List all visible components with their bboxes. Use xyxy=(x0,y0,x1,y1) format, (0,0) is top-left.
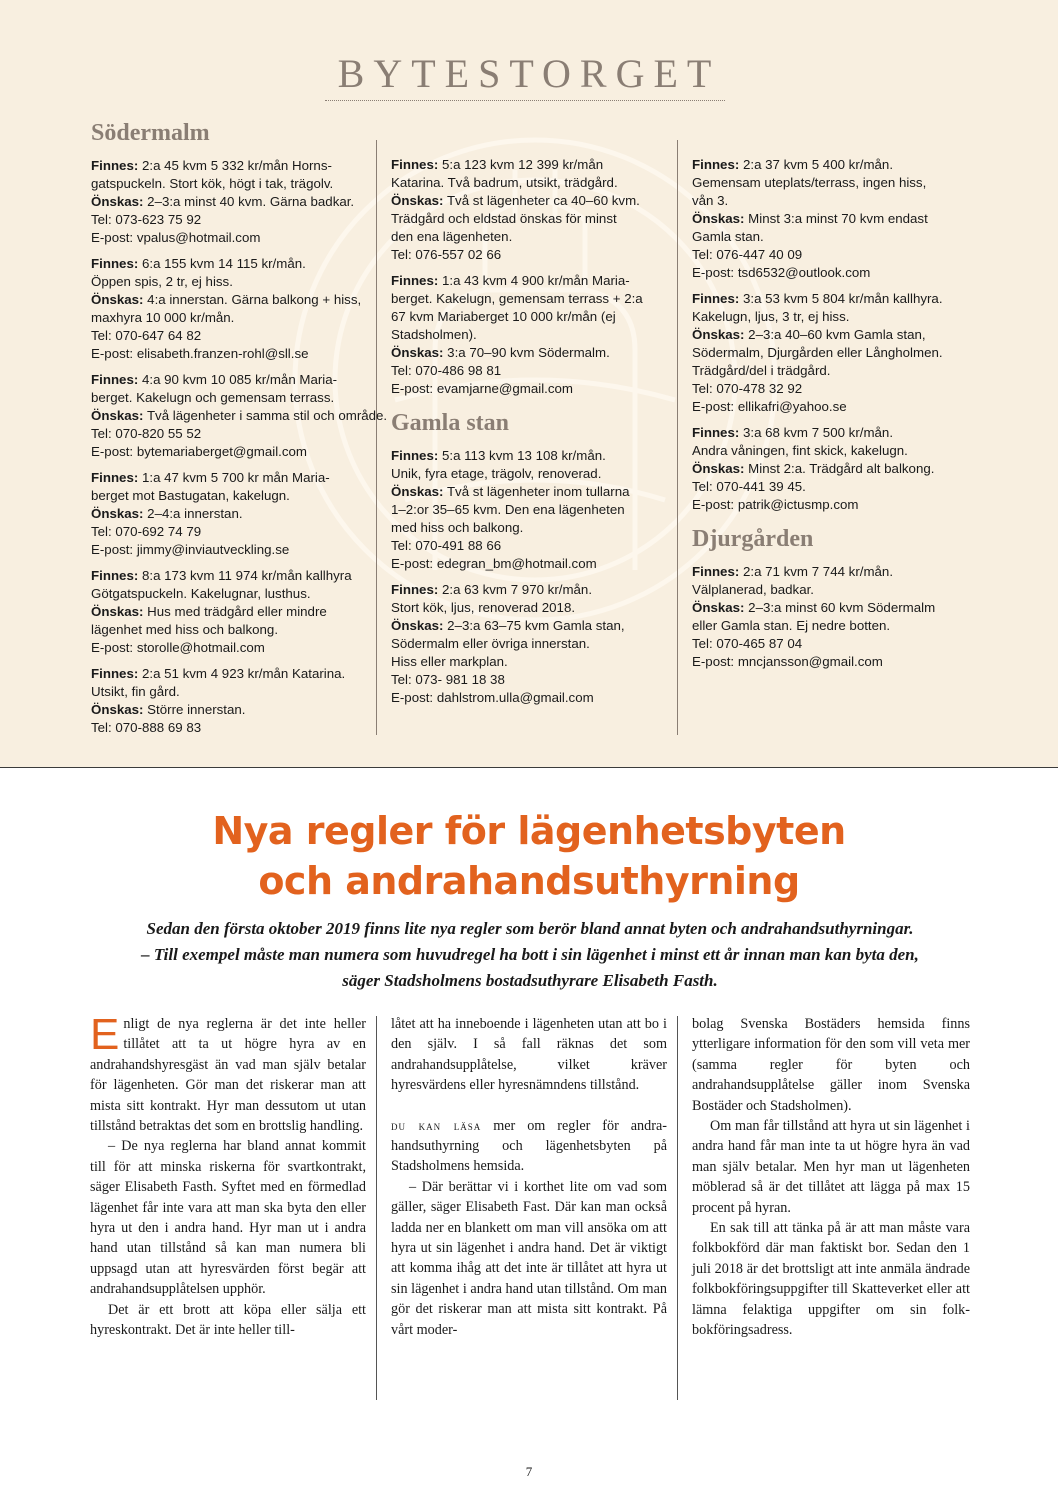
listing-line xyxy=(91,291,366,309)
listing-text: Tel: 070-888 69 83 xyxy=(91,720,202,735)
listing-ad xyxy=(91,469,366,559)
listing-text: 2:a 37 kvm 5 400 kr/mån. xyxy=(739,157,894,172)
listing-text: E-post: vpalus@hotmail.com xyxy=(91,230,261,245)
listing-line xyxy=(91,273,366,291)
article-paragraph: Om man får tillstånd att hyra ut sin lägenhet i andra hand får man inte ta ut högre hyra än vad man själv betalar. Men hyr man ut lägenheten möblerad så är det tillåtet att lägga på max 15 procent på hyran. xyxy=(692,1118,970,1216)
listing-line xyxy=(692,635,962,653)
listing-line xyxy=(91,541,366,559)
listing-text: lägenhet med hiss och balkong. xyxy=(91,622,279,637)
listing-line xyxy=(91,345,366,363)
drop-cap: E xyxy=(90,1010,120,1059)
listing-text: Tel: 070-441 39 45. xyxy=(692,479,806,494)
listing-line xyxy=(391,290,666,308)
listing-line xyxy=(391,653,666,671)
listing-text: Minst 2:a. Trädgård alt balkong. xyxy=(744,461,935,476)
listing-ad xyxy=(692,156,962,282)
column-divider xyxy=(677,140,678,735)
listing-line xyxy=(391,174,666,192)
listing-text: 67 kvm Mariaberget 10 000 kr/mån (ej xyxy=(391,309,616,324)
listing-text: Andra våningen, fint skick, kakelugn. xyxy=(692,443,908,458)
article-paragraph: låtet att ha inneboende i lägenheten utan att bo i den själv. I så fall räknas det som andrahandsupplåtelse, vilket kräver hyresvärdens eller hyresnämndens tillstånd. xyxy=(391,1016,667,1094)
listing-text: 1:a 47 kvm 5 700 kr mån Maria- xyxy=(138,470,330,485)
listing-text: gatspuckeln. Stort kök, högt i tak, trägolv. xyxy=(91,176,334,191)
listing-label: Finnes: xyxy=(391,448,439,463)
listing-text: Välplanerad, badkar. xyxy=(692,582,814,597)
listing-text: Södermalm eller övriga innerstan. xyxy=(391,636,590,651)
listing-line xyxy=(692,362,962,380)
classifieds-column-3 xyxy=(692,118,962,679)
listing-line xyxy=(91,157,366,175)
listing-line xyxy=(692,156,962,174)
listing-text: Hus med trädgård eller mindre xyxy=(143,604,327,619)
listing-line xyxy=(391,483,666,501)
listing-label: Finnes: xyxy=(692,425,740,440)
listing-label: Önskas: xyxy=(91,194,144,209)
headline-line: och andrahandsuthyrning xyxy=(258,859,800,903)
listing-text: Minst 3:a minst 70 kvm endast xyxy=(744,211,928,226)
listing-text: 2:a 63 kvm 7 970 kr/mån. xyxy=(438,582,593,597)
listing-line xyxy=(391,465,666,483)
listing-line xyxy=(91,639,366,657)
listing-text: Större innerstan. xyxy=(143,702,246,717)
listing-line xyxy=(692,290,962,308)
listing-ad xyxy=(391,272,666,398)
listing-line xyxy=(692,424,962,442)
listing-label: Finnes: xyxy=(91,158,139,173)
listing-text: Kakelugn, ljus, 3 tr, ej hiss. xyxy=(692,309,850,324)
listing-line xyxy=(91,193,366,211)
listing-line xyxy=(692,308,962,326)
listing-label: Finnes: xyxy=(91,256,139,271)
listing-text: 2–3:a 63–75 kvm Gamla stan, xyxy=(443,618,625,633)
listing-text: Tel: 070-486 98 81 xyxy=(391,363,502,378)
listing-line xyxy=(391,635,666,653)
listing-line xyxy=(391,156,666,174)
listing-label: Finnes: xyxy=(91,568,139,583)
listing-line xyxy=(91,585,366,603)
listing-line xyxy=(91,683,366,701)
article-paragraph: – De nya reglerna har bland annat kommit till för att minska riskerna för svartkontrakt, säger Elisabeth Fasth. Syftet med en förmedlad lägenhet får inte vara att man ska byta den eller hyra ut den i andra hand. Hyr man ut i andra hand utan tillstånd så kan man numera bli uppsagd utan att hyresvärden först begär att andrahandsupplåtelsen upphör. xyxy=(90,1138,366,1298)
listing-line xyxy=(91,371,366,389)
article-column-2 xyxy=(391,1014,667,1340)
area-heading: Gamla stan xyxy=(391,410,510,436)
listing-text: Katarina. Två badrum, utsikt, trädgård. xyxy=(391,175,618,190)
listing-text: Två lägenheter i samma stil och område. xyxy=(143,408,388,423)
listing-line xyxy=(692,563,962,581)
article-paragraph: bolag Svenska Bostäders hemsida finns ytterligare information för den som vill veta mer (samma regler för byten och andrahandsupplåtelse gäller inom Svenska Bostäder och Stadsholmen). xyxy=(692,1016,970,1114)
listing-text: Tel: 070-820 55 52 xyxy=(91,426,202,441)
listing-text: den ena lägenheten. xyxy=(391,229,513,244)
listing-text: E-post: edegran_bm@hotmail.com xyxy=(391,556,597,571)
listing-label: Önskas: xyxy=(692,327,745,342)
listing-text: 3:a 70–90 kvm Södermalm. xyxy=(443,345,610,360)
listing-text: berget. Kakelugn, gemensam terrass + 2:a xyxy=(391,291,643,306)
listing-text: 6:a 155 kvm 14 115 kr/mån. xyxy=(138,256,306,271)
listing-text: Tel: 070-491 88 66 xyxy=(391,538,502,553)
listing-text: 8:a 173 kvm 11 974 kr/mån kallhyra xyxy=(138,568,352,583)
listing-line xyxy=(391,617,666,635)
listing-label: Önskas: xyxy=(91,702,144,717)
masthead-divider xyxy=(325,100,725,101)
listing-line xyxy=(91,603,366,621)
listing-text: E-post: elisabeth.franzen-rohl@sll.se xyxy=(91,346,309,361)
listing-ad xyxy=(391,581,666,707)
listing-line xyxy=(692,326,962,344)
listing-line xyxy=(91,621,366,639)
listing-line xyxy=(391,362,666,380)
listing-text: E-post: evamjarne@gmail.com xyxy=(391,381,573,396)
masthead-title: BYTESTORGET xyxy=(337,51,721,96)
listing-ad xyxy=(391,156,666,264)
listing-line xyxy=(391,519,666,537)
listing-label: Finnes: xyxy=(391,582,439,597)
article-column-1 xyxy=(90,1010,366,1341)
listing-text: 5:a 123 kvm 12 399 kr/mån xyxy=(438,157,604,172)
listing-line xyxy=(91,701,366,719)
listing-text: E-post: bytemariaberget@gmail.com xyxy=(91,444,307,459)
listing-text: 2–3:a 40–60 kvm Gamla stan, xyxy=(744,327,926,342)
article-paragraph: En sak till att tänka på är att man måste vara folkbokförd där man faktiskt bor. Sedan den 1 juli 2018 är det brottsligt att inte anmäla ändrade folkbokföringsuppgifter till Skatteverket eller att lämna felaktiga uppgifter om sin folkbokföringsadress. xyxy=(692,1220,970,1339)
listing-text: 2–3:a minst 60 kvm Södermalm xyxy=(744,600,936,615)
classifieds-column-1 xyxy=(91,118,388,745)
listing-text: E-post: ellikafri@yahoo.se xyxy=(692,399,847,414)
listing-line xyxy=(391,228,666,246)
listing-text: med hiss och balkong. xyxy=(391,520,524,535)
listing-line xyxy=(391,326,666,344)
listing-line xyxy=(91,505,366,523)
page-number: 7 xyxy=(525,1464,533,1479)
listing-text: 4:a innerstan. Gärna balkong + hiss, xyxy=(143,292,362,307)
listing-label: Önskas: xyxy=(391,618,444,633)
listing-text: Trädgård/del i trädgård. xyxy=(692,363,831,378)
listing-text: Utsikt, fin gård. xyxy=(91,684,180,699)
listing-line xyxy=(391,537,666,555)
paragraph-text: mer om regler för andrahandsuthyrning och lägenhetsbyten på Stadsholmens hemsida. xyxy=(391,1117,667,1175)
listing-ad xyxy=(91,371,388,461)
listing-line xyxy=(692,460,962,478)
listing-text: Trädgård och eldstad önskas för minst xyxy=(391,211,617,226)
listing-line xyxy=(692,380,962,398)
listing-label: Finnes: xyxy=(391,273,439,288)
listing-text: Tel: 070-647 64 82 xyxy=(91,328,202,343)
listing-label: Önskas: xyxy=(91,506,144,521)
headline-line: Nya regler för lägenhetsbyten xyxy=(212,809,846,853)
listing-ad xyxy=(91,567,366,657)
listing-text: 2–3:a minst 40 kvm. Gärna badkar. xyxy=(143,194,355,209)
listing-line xyxy=(692,617,962,635)
listing-text: 4:a 90 kvm 10 085 kr/mån Maria- xyxy=(138,372,338,387)
listing-text: Tel: 070-465 87 04 xyxy=(692,636,803,651)
listing-line xyxy=(692,478,962,496)
listing-ad xyxy=(692,563,962,671)
listing-text: Två st lägenheter inom tullarna xyxy=(443,484,630,499)
listing-line xyxy=(91,309,366,327)
listing-line xyxy=(692,442,962,460)
listing-text: Tel: 073- 981 18 38 xyxy=(391,672,505,687)
article-headline xyxy=(0,806,1058,906)
listing-line xyxy=(692,174,962,192)
listing-line xyxy=(91,425,366,443)
listing-text: Unik, fyra etage, trägolv, renoverad. xyxy=(391,466,602,481)
listing-text: E-post: tsd6532@outlook.com xyxy=(692,265,871,280)
listing-text: berget. Kakelugn och gemensam terrass. xyxy=(91,390,335,405)
listing-line xyxy=(391,344,666,362)
area-heading: Djurgården xyxy=(692,526,814,552)
listing-text: Tel: 070-692 74 79 xyxy=(91,524,202,539)
article-column-3 xyxy=(692,1014,970,1341)
listing-line xyxy=(692,496,962,514)
listing-line xyxy=(692,210,962,228)
column-divider xyxy=(376,1016,377,1400)
listing-text: 2:a 45 kvm 5 332 kr/mån Horns- xyxy=(138,158,332,173)
listing-text: 5:a 113 kvm 13 108 kr/mån. xyxy=(438,448,606,463)
listing-text: 1:a 43 kvm 4 900 kr/mån Maria- xyxy=(438,273,630,288)
listing-line xyxy=(692,192,962,210)
listing-line xyxy=(391,308,666,326)
listing-line xyxy=(91,255,366,273)
listing-label: Önskas: xyxy=(391,484,444,499)
listing-text: Gemensam uteplats/terrass, ingen hiss, xyxy=(692,175,927,190)
listing-line xyxy=(91,211,366,229)
listing-label: Önskas: xyxy=(692,461,745,476)
classifieds-column-2 xyxy=(391,118,666,715)
listing-text: Gamla stan. xyxy=(692,229,764,244)
listing-line xyxy=(692,228,962,246)
article-paragraph: Det är ett brott att köpa eller sälja ett hyreskontrakt. Det är inte heller till- xyxy=(90,1301,366,1339)
listing-text: Tel: 076-447 40 09 xyxy=(692,247,803,262)
listing-line xyxy=(391,581,666,599)
listing-line xyxy=(91,389,366,407)
listing-line xyxy=(91,229,366,247)
listing-label: Önskas: xyxy=(91,292,144,307)
listing-line xyxy=(692,599,962,617)
listing-line xyxy=(391,501,666,519)
listing-text: Hiss eller markplan. xyxy=(391,654,508,669)
listing-text: Stadsholmen). xyxy=(391,327,477,342)
listing-ad xyxy=(692,290,962,416)
listing-line xyxy=(91,567,366,585)
listing-label: Finnes: xyxy=(391,157,439,172)
listing-text: 1–2:or 35–65 kvm. Den ena lägenheten xyxy=(391,502,625,517)
listing-line xyxy=(91,523,366,541)
column-divider xyxy=(677,1016,678,1400)
listing-ad xyxy=(692,424,962,514)
listing-text: Tel: 073-623 75 92 xyxy=(91,212,202,227)
listing-line xyxy=(391,380,666,398)
lead-line: – Till exempel måste man numera som huvudregel ha bott i sin lägenhet i minst ett år innan man kan byta den, xyxy=(141,945,919,964)
subsection-lead-in: du kan läsa xyxy=(391,1117,482,1133)
listing-label: Finnes: xyxy=(91,470,139,485)
listing-text: 3:a 53 kvm 5 804 kr/mån kallhyra. xyxy=(739,291,943,306)
listing-text: E-post: dahlstrom.ulla@gmail.com xyxy=(391,690,594,705)
listing-text: E-post: mncjansson@gmail.com xyxy=(692,654,883,669)
listing-text: maxhyra 10 000 kr/mån. xyxy=(91,310,235,325)
article-paragraph xyxy=(391,1116,667,1177)
listing-text: Tel: 070-478 32 92 xyxy=(692,381,803,396)
listing-text: 2:a 71 kvm 7 744 kr/mån. xyxy=(739,564,894,579)
listing-line xyxy=(391,671,666,689)
lead-line: säger Stadsholmens bostadsuthyrare Elisabeth Fasth. xyxy=(342,971,718,990)
listing-text: 2–4:a innerstan. xyxy=(143,506,243,521)
listing-label: Önskas: xyxy=(692,600,745,615)
listing-text: E-post: jimmy@inviautveckling.se xyxy=(91,542,290,557)
article-paragraph xyxy=(90,1010,366,1136)
listing-label: Finnes: xyxy=(91,372,139,387)
area-heading: Södermalm xyxy=(91,120,210,146)
listing-line xyxy=(692,246,962,264)
listing-text: E-post: patrik@ictusmp.com xyxy=(692,497,859,512)
listing-text: berget mot Bastugatan, kakelugn. xyxy=(91,488,290,503)
listing-line xyxy=(91,407,388,425)
listing-line xyxy=(391,689,666,707)
listing-line xyxy=(391,272,666,290)
listing-label: Finnes: xyxy=(91,666,139,681)
listing-label: Önskas: xyxy=(91,604,144,619)
listing-line xyxy=(692,398,962,416)
listing-line xyxy=(91,719,366,737)
listing-ad xyxy=(391,447,666,573)
listing-line xyxy=(391,246,666,264)
listing-label: Finnes: xyxy=(692,291,740,306)
listing-line xyxy=(391,192,666,210)
paragraph-text: nligt de nya reglerna är det inte heller tillåtet att ta ut högre hyra av en andrahandshyresgäst än vad man själv betalar för lägenheten. Gör man det riskerar man att mista sitt kontrakt. Hyr man dessutom ut utan tillstånd betraktas det som en brottslig handling. xyxy=(90,1016,366,1135)
listing-line xyxy=(91,665,366,683)
listing-line xyxy=(692,264,962,282)
listing-text: E-post: storolle@hotmail.com xyxy=(91,640,265,655)
listing-label: Önskas: xyxy=(692,211,745,226)
listing-text: Öppen spis, 2 tr, ej hiss. xyxy=(91,274,233,289)
article-lead xyxy=(80,916,980,994)
listing-line xyxy=(91,469,366,487)
listing-text: Södermalm, Djurgården eller Långholmen. xyxy=(692,345,943,360)
article-paragraph: – Där berättar vi i korthet lite om vad som gäller, säger Elisabeth Fast. Där kan man också ladda ner en blankett om man vill ansöka om att hyra ut sin lägenhet i andra hand. Det är viktigt att komma ihåg att det inte är tillåtet att hyra ut sin lägenhet i andra hand utan tillstånd. Om man gör det riskerar man att mista sitt kontrakt. På vårt moder- xyxy=(391,1178,667,1338)
listing-label: Önskas: xyxy=(391,345,444,360)
listing-line xyxy=(391,210,666,228)
listing-text: 3:a 68 kvm 7 500 kr/mån. xyxy=(739,425,894,440)
listing-text: vån 3. xyxy=(692,193,729,208)
listing-text: eller Gamla stan. Ej nedre botten. xyxy=(692,618,891,633)
listing-line xyxy=(692,581,962,599)
listing-line xyxy=(91,175,366,193)
lead-line: Sedan den första oktober 2019 finns lite nya regler som berör bland annat byten och andrahandsuthyrningar. xyxy=(146,919,914,938)
listing-ad xyxy=(91,665,366,737)
listing-label: Önskas: xyxy=(391,193,444,208)
listing-line xyxy=(692,344,962,362)
listing-label: Finnes: xyxy=(692,564,740,579)
listing-text: 2:a 51 kvm 4 923 kr/mån Katarina. xyxy=(138,666,346,681)
listing-line xyxy=(391,599,666,617)
listing-ad xyxy=(91,255,366,363)
listing-text: Stort kök, ljus, renoverad 2018. xyxy=(391,600,576,615)
listing-ad xyxy=(91,157,366,247)
listing-line xyxy=(91,327,366,345)
listing-line xyxy=(391,447,666,465)
listing-line xyxy=(391,555,666,573)
listing-line xyxy=(91,443,366,461)
listing-label: Önskas: xyxy=(91,408,144,423)
column-divider xyxy=(376,140,377,735)
listing-text: Två st lägenheter ca 40–60 kvm. xyxy=(443,193,640,208)
listing-text: Götgatspuckeln. Kakelugnar, lusthus. xyxy=(91,586,311,601)
listing-text: Tel: 076-557 02 66 xyxy=(391,247,502,262)
listing-line xyxy=(692,653,962,671)
listing-label: Finnes: xyxy=(692,157,740,172)
listing-line xyxy=(91,487,366,505)
